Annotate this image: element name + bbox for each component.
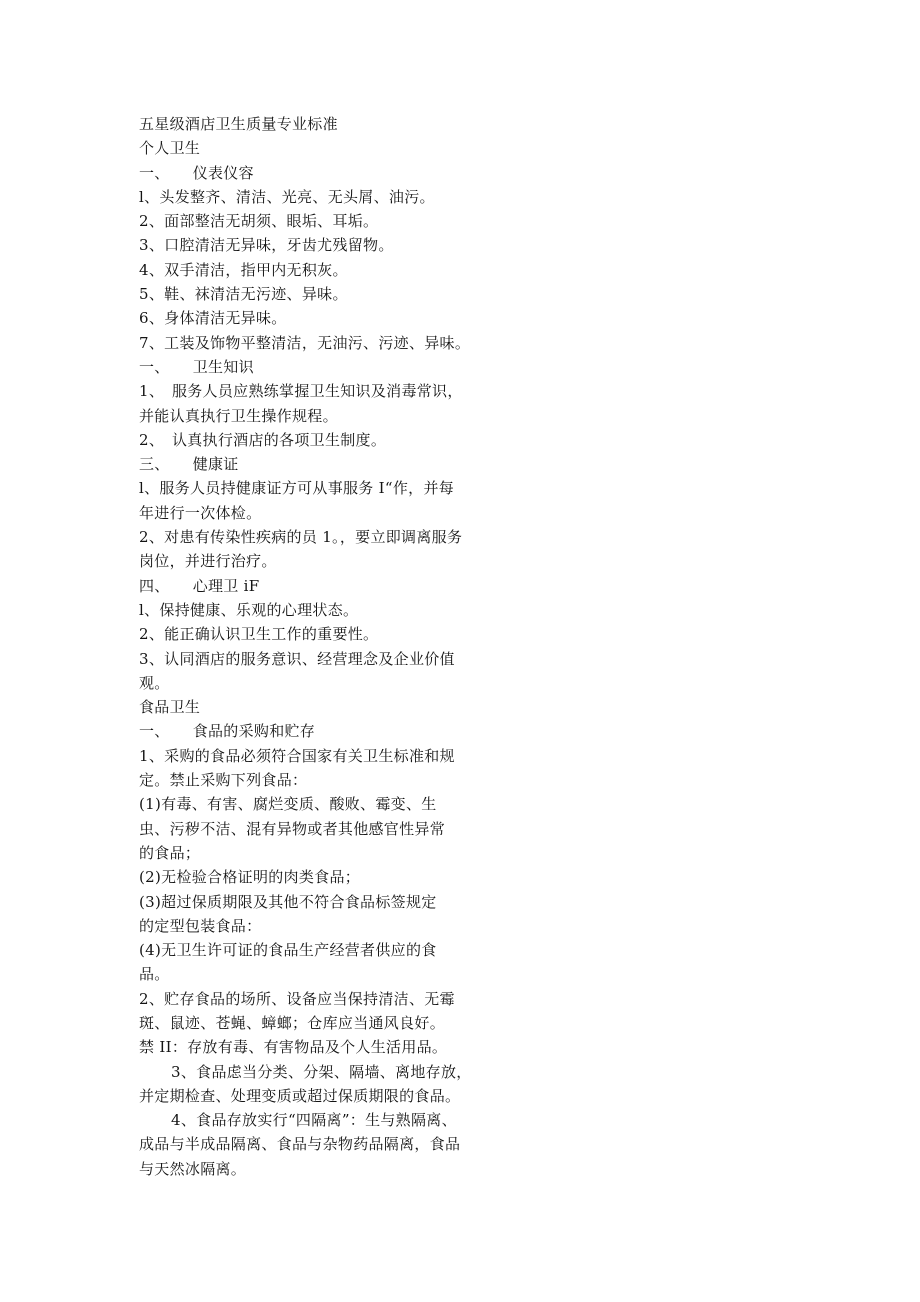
text-line: (4)无卫生许可证的食品生产经营者供应的食 xyxy=(139,941,437,960)
text-line: 3、认同酒店的服务意识、经营理念及企业价值 xyxy=(139,649,455,668)
text-line: 禁 II：存放有毒、有害物品及个人生活用品。 xyxy=(139,1038,448,1057)
text-line: 2、对患有传染性疾病的员 1。，要立即调离服务 xyxy=(139,528,463,547)
text-line: (3)超过保质期限及其他不符合食品标签规定 xyxy=(139,892,437,911)
text-line: 2、能正确认识卫生工作的重要性。 xyxy=(139,625,379,644)
subsection-heading: 一、 食品的采购和贮存 xyxy=(139,722,316,741)
subsection-heading: 一、 卫生知识 xyxy=(139,357,254,376)
text-line: 定。禁止采购下列食品： xyxy=(139,771,308,790)
subsection-heading: 三、 健康证 xyxy=(139,455,239,474)
section-heading-personal-hygiene: 个人卫生 xyxy=(139,139,201,158)
text-line: 1、采购的食品必须符合国家有关卫生标准和规 xyxy=(139,746,455,765)
text-line: 3、食品虑当分类、分架、隔墙、离地存放， xyxy=(171,1062,472,1081)
text-line: 4、食品存放实行“四隔离”：生与熟隔离、 xyxy=(171,1111,457,1130)
text-line: 观。 xyxy=(139,673,170,692)
text-line: 并定期检查、处理变质或超过保质期限的食品。 xyxy=(139,1086,461,1105)
text-line: 2、 认真执行酒店的各项卫生制度。 xyxy=(139,430,387,449)
document-title: 五星级酒店卫生质量专业标准 xyxy=(139,115,338,133)
text-line: (2)无检验合格证明的肉类食品； xyxy=(139,868,361,887)
text-line: 5、鞋、袜清洁无污迹、异味。 xyxy=(139,285,348,304)
text-line: 年进行一次体检。 xyxy=(139,503,262,522)
text-line: 岗位，并进行治疗。 xyxy=(139,552,277,571)
text-line: 成品与半成品隔离、食品与杂物药品隔离，食品 xyxy=(139,1135,461,1154)
text-line: 并能认真执行卫生操作规程。 xyxy=(139,406,338,425)
text-line: 的定型包装食品： xyxy=(139,916,262,935)
text-line: 2、贮存食品的场所、设备应当保持清洁、无霉 xyxy=(139,989,455,1008)
text-line: 1、 服务人员应熟练掌握卫生知识及消毒常识， xyxy=(139,382,463,401)
text-line: 2、面部整洁无胡须、眼垢、耳垢。 xyxy=(139,212,379,231)
text-line: l、服务人员持健康证方可从事服务 I“作，并每 xyxy=(139,479,455,498)
text-line: 虫、污秽不洁、混有异物或者其他感官性异常 xyxy=(139,819,446,838)
section-heading-food-hygiene: 食品卫生 xyxy=(139,698,201,717)
text-line: 3、口腔清洁无异味，牙齿尤残留物。 xyxy=(139,236,394,255)
subsection-heading: 一、 仪表仪容 xyxy=(139,163,254,182)
text-line: 斑、鼠迹、苍蝇、蟑螂；仓库应当通风良好。 xyxy=(139,1013,446,1032)
subsection-heading: 四、 心理卫 iF xyxy=(139,576,260,595)
text-line: l、保持健康、乐观的心理状态。 xyxy=(139,600,359,619)
document-body xyxy=(139,112,484,1181)
text-line: l、头发整齐、清洁、光亮、无头屑、油污。 xyxy=(139,187,435,206)
text-line: 品。 xyxy=(139,965,170,984)
text-line: 6、身体清洁无异味。 xyxy=(139,309,287,328)
text-line: 4、双手清洁，指甲内无积灰。 xyxy=(139,260,348,279)
text-line: 7、工装及饰物平整清洁，无油污、污迹、异味。 xyxy=(139,333,471,352)
text-line: 与天然冰隔离。 xyxy=(139,1159,247,1178)
text-line: 的食品； xyxy=(139,843,201,862)
text-line: (1)有毒、有害、腐烂变质、酸败、霉变、生 xyxy=(139,795,437,814)
